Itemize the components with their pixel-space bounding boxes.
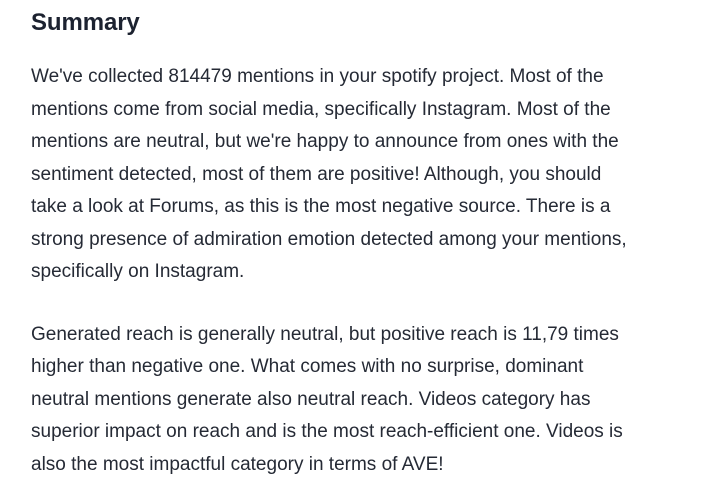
summary-title: Summary xyxy=(31,9,140,36)
summary-paragraph-mentions: We've collected 814479 mentions in your spotify project. Most of the mentions come from social media, specifically Instagram. Most of the mentions are neutral, but we're happy to announce from ones with the sentiment detected, most of them are positive! Although, you should take a look at Forums, as this is the most negative source. There is a strong presence of admiration emotion detected among your mentions, specifically on Instagram. xyxy=(31,66,627,282)
summary-section xyxy=(31,6,681,481)
summary-paragraph-reach: Generated reach is generally neutral, but positive reach is 11,79 times higher than negative one. What comes with no surprise, dominant neutral mentions generate also neutral reach. Videos category has superior impact on reach and is the most reach-efficient one. Videos is also the most impactful category in terms of AVE! xyxy=(31,323,623,475)
